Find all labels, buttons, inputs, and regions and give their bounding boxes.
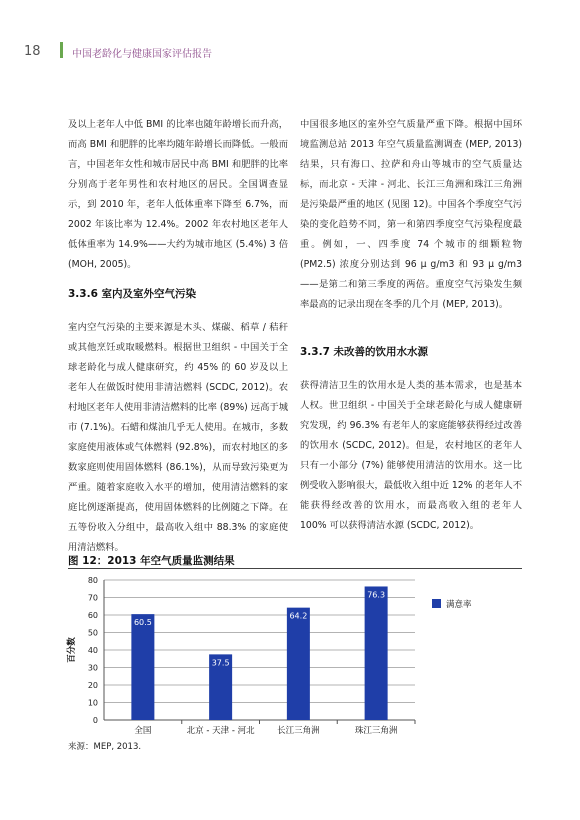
right-column	[300, 115, 522, 315]
y-tick-label: 10	[87, 698, 98, 708]
x-tick-label: 长江三角洲	[277, 726, 320, 736]
y-tick-label: 30	[87, 663, 98, 673]
section-title-3-3-6: 3.3.6 室内及室外空气污染	[68, 288, 197, 300]
left-paragraph-1: 及以上老年人中低 BMI 的比率也随年龄增长而升高，而高 BMI 和肥胖的比率均随年龄增长而降低。一般而言，中国老年女性和城市居民中高 BMI 和肥胖的比率分别高于老年男性和农村地区的居民。全国调查显示，到 2010 年，老年人低体重率下降至 6.7%，而 2002 年该比率为 12.4%。2002 年农村地区老年人低体重率为 14.9%——大约为城市地区 (5.4%) 3 倍 (MOH, 2005)。	[68, 119, 288, 270]
right-column-2	[300, 376, 522, 536]
y-tick-label: 20	[87, 681, 98, 690]
x-tick-label: 北京 - 天津 - 河北	[186, 726, 255, 736]
legend-label: 满意率	[446, 600, 472, 610]
bar-value-label: 76.3	[367, 590, 386, 600]
header-accent-bar	[60, 42, 63, 58]
section-title-3-3-7: 3.3.7 未改善的饮用水水源	[300, 346, 429, 358]
bar	[287, 608, 310, 720]
legend-swatch	[432, 599, 441, 608]
running-header-title: 中国老龄化与健康国家评估报告	[72, 49, 212, 60]
left-column-2	[68, 318, 288, 558]
y-tick-label: 70	[87, 593, 98, 603]
bar-value-label: 37.5	[211, 658, 230, 668]
y-tick-label: 60	[87, 611, 98, 620]
left-paragraph-2: 室内空气污染的主要来源是木头、煤碳、稻草 / 秸秆或其他烹饪或取暖燃料。根据世卫组织 - 中国关于全球老龄化与成人健康研究，约 45% 的 60 岁及以上老年人在做饭时使用非清洁燃料 (SCDC, 2012)。农村地区老年人使用非清洁燃料的比率 (89%) 远高于城市 (7.1%)。石蜡和煤油几乎无人使用。在城市，多数家庭使用液体或气体燃料 (92.8%)，而农村地区的多数家庭则使用固体燃料 (86.1%)，从而导致污染更为严重。随着家庭收入水平的增加，使用清洁燃料的家庭比例逐渐提高，使用固体燃料的比例随之下降。在五等份收入分组中，最高收入组中 88.3% 的家庭使用清洁燃料。	[68, 322, 288, 553]
page-number: 18	[24, 44, 41, 59]
bar-value-label: 64.2	[289, 611, 308, 621]
right-paragraph-1: 中国很多地区的室外空气质量严重下降。根据中国环境监测总站 2013 年空气质量监测调查 (MEP, 2013) 结果，只有海口、拉萨和舟山等城市的空气质量达标，而北京 - 天津 - 河北、长江三角洲和珠江三角洲是污染最严重的地区 (见图 12)。中国各个季度空气污染的变化趋势不同，第一和第四季度空气污染程度最重。例如，一、四季度 74 个城市的细颗粒物 (PM2.5) 浓度分别达到 96 μ g/m3 和 93 μ g/m3——是第二和第三季度的两倍。重度空气污染发生频率最高的记录出现在冬季的几个月 (MEP, 2013)。	[300, 119, 522, 310]
right-paragraph-2: 获得清洁卫生的饮用水是人类的基本需求，也是基本人权。世卫组织 - 中国关于全球老龄化与成人健康研究发现，约 96.3% 有老年人的家庭能够获得经过改善的饮用水 (SCDC, 2012)。但是，农村地区的老年人只有一小部分 (7%) 能够使用清洁的饮用水。这一比例受收入影响很大，最低收入组中近 12% 的老年人不能获得经改善的饮用水，而最高收入组的老年人 100% 可以获得清洁水源 (SCDC, 2012)。	[300, 380, 522, 531]
figure-title: 图 12：2013 年空气质量监测结果	[68, 555, 235, 567]
figure-title-rule	[68, 568, 522, 569]
y-tick-label: 80	[87, 576, 98, 585]
bar-chart	[60, 572, 530, 738]
bar	[365, 586, 388, 720]
bar	[131, 614, 154, 720]
left-column	[68, 115, 288, 275]
x-tick-label: 珠江三角洲	[354, 726, 398, 736]
y-tick-label: 40	[87, 646, 98, 655]
y-axis-label: 百分数	[67, 637, 77, 663]
figure-source: 来源：MEP, 2013.	[68, 742, 142, 752]
y-tick-label: 50	[87, 628, 98, 638]
bar-value-label: 60.5	[133, 618, 152, 628]
y-tick-label: 0	[92, 716, 98, 725]
x-tick-label: 全国	[134, 726, 152, 736]
